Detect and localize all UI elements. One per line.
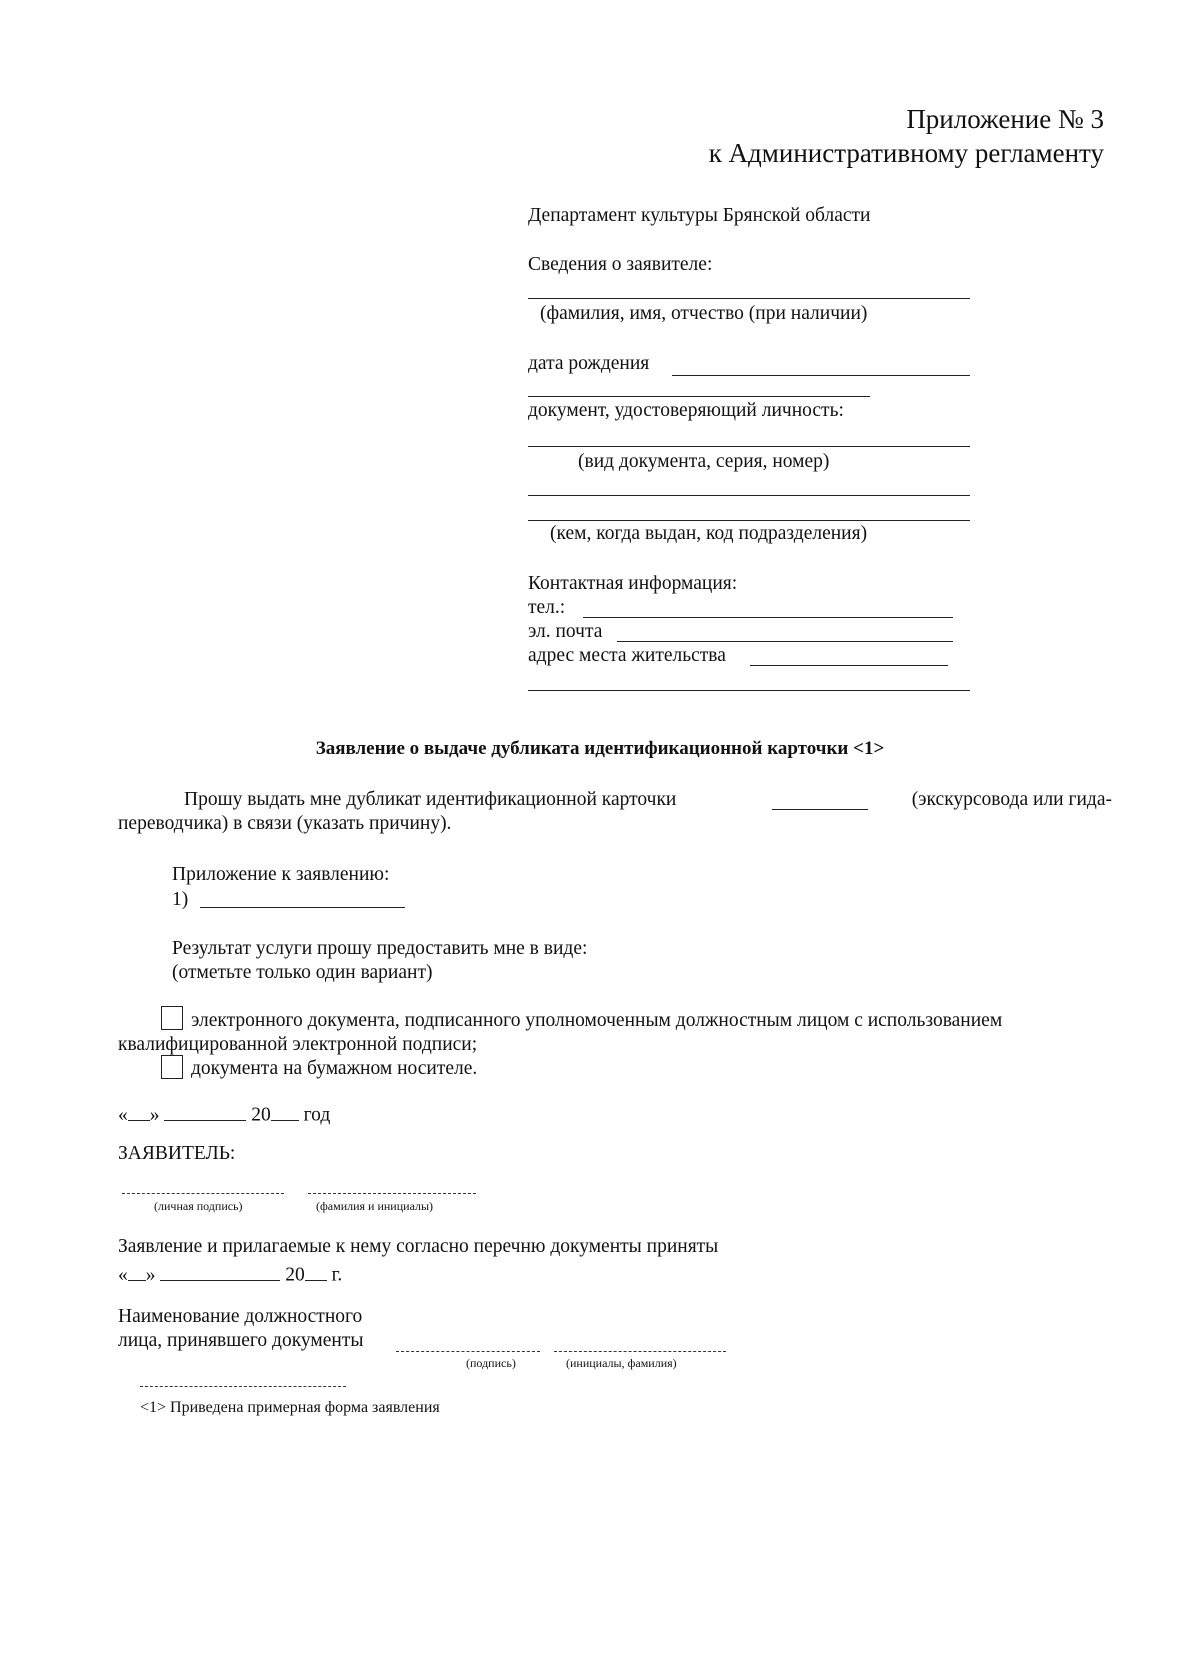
birth-date-line-2[interactable] bbox=[528, 396, 870, 397]
contact-label: Контактная информация: bbox=[528, 573, 738, 594]
option-electronic-checkbox[interactable] bbox=[161, 1006, 183, 1030]
applicant-label: ЗАЯВИТЕЛЬ: bbox=[118, 1143, 236, 1164]
statement-date bbox=[118, 1100, 330, 1127]
date-open-quote: « bbox=[118, 1104, 128, 1126]
result-label: Результат услуги прошу предоставить мне в виде: bbox=[172, 938, 588, 959]
acceptance-year-blank[interactable] bbox=[305, 1260, 327, 1281]
official-signature-hint: (подпись) bbox=[466, 1356, 516, 1370]
date-month-blank[interactable] bbox=[164, 1100, 246, 1121]
official-initials-hint: (инициалы, фамилия) bbox=[566, 1356, 677, 1370]
option-paper-label: документа на бумажном носителе. bbox=[191, 1058, 478, 1079]
applicant-name-hint: (фамилия и инициалы) bbox=[316, 1199, 434, 1213]
statement-body-part1: Прошу выдать мне дубликат идентификационной карточки bbox=[184, 789, 677, 810]
doc-type-line[interactable] bbox=[528, 446, 970, 447]
option-electronic-line2: квалифицированной электронной подписи; bbox=[118, 1034, 478, 1055]
address-label: адрес места жительства bbox=[528, 645, 726, 666]
date-year-prefix: 20 bbox=[251, 1104, 271, 1126]
official-initials-line[interactable] bbox=[554, 1351, 726, 1352]
acceptance-day-blank[interactable] bbox=[128, 1260, 146, 1281]
acceptance-date-open: « bbox=[118, 1264, 128, 1286]
birth-date-line[interactable] bbox=[672, 375, 970, 376]
address-line-1[interactable] bbox=[750, 665, 948, 666]
attachment-label: Приложение к заявлению: bbox=[172, 864, 390, 885]
issued-line-2[interactable] bbox=[528, 520, 970, 521]
attachment-line[interactable] bbox=[200, 907, 405, 908]
doc-type-hint: (вид документа, серия, номер) bbox=[578, 451, 830, 472]
option-paper-checkbox[interactable] bbox=[161, 1055, 183, 1079]
issued-line-1[interactable] bbox=[528, 495, 970, 496]
date-close-quote: » bbox=[149, 1104, 160, 1126]
appendix-title: Приложение № 3 bbox=[906, 104, 1104, 134]
official-label-line2: лица, принявшего документы bbox=[118, 1330, 364, 1351]
attachment-item: 1) bbox=[172, 889, 189, 910]
email-label: эл. почта bbox=[528, 621, 603, 642]
fio-hint: (фамилия, имя, отчество (при наличии) bbox=[540, 303, 868, 324]
phone-label: тел.: bbox=[528, 597, 566, 618]
applicant-signature-line[interactable] bbox=[122, 1193, 284, 1194]
applicant-info-label: Сведения о заявителе: bbox=[528, 254, 713, 275]
acceptance-text: Заявление и прилагаемые к нему согласно перечню документы приняты bbox=[118, 1236, 719, 1257]
option-electronic-line1: электронного документа, подписанного уполномоченным должностным лицом с использованием bbox=[191, 1010, 1003, 1031]
card-type-line[interactable] bbox=[772, 809, 868, 810]
birth-date-label: дата рождения bbox=[528, 353, 650, 374]
date-year-suffix: год bbox=[303, 1104, 331, 1126]
applicant-signature-hint: (личная подпись) bbox=[154, 1199, 243, 1213]
acceptance-month-blank[interactable] bbox=[160, 1260, 280, 1281]
appendix-subtitle: к Административному регламенту bbox=[708, 138, 1104, 168]
statement-body-part2: (экскурсовода или гида- bbox=[911, 789, 1112, 810]
footnote-text: <1> Приведена примерная форма заявления bbox=[140, 1399, 440, 1416]
phone-line[interactable] bbox=[583, 617, 953, 618]
address-line-2[interactable] bbox=[528, 690, 970, 691]
acceptance-year-prefix: 20 bbox=[285, 1264, 305, 1286]
applicant-name-line[interactable] bbox=[308, 1193, 476, 1194]
acceptance-date bbox=[118, 1260, 342, 1287]
department-name: Департамент культуры Брянской области bbox=[528, 205, 871, 226]
official-label-line1: Наименование должностного bbox=[118, 1306, 363, 1327]
id-doc-label: документ, удостоверяющий личность: bbox=[528, 400, 844, 421]
footnote-separator bbox=[140, 1386, 346, 1387]
email-line[interactable] bbox=[617, 641, 953, 642]
issued-hint: (кем, когда выдан, код подразделения) bbox=[550, 523, 868, 544]
statement-body-line2: переводчика) в связи (указать причину). bbox=[118, 813, 452, 834]
acceptance-year-suffix: г. bbox=[331, 1264, 343, 1286]
result-hint: (отметьте только один вариант) bbox=[172, 962, 433, 983]
date-year-blank[interactable] bbox=[271, 1100, 299, 1121]
date-day-blank[interactable] bbox=[128, 1100, 150, 1121]
official-signature-line[interactable] bbox=[396, 1351, 540, 1352]
fio-line[interactable] bbox=[528, 298, 970, 299]
acceptance-date-close: » bbox=[145, 1264, 156, 1286]
statement-title: Заявление о выдаче дубликата идентификационной карточки <1> bbox=[315, 738, 885, 759]
